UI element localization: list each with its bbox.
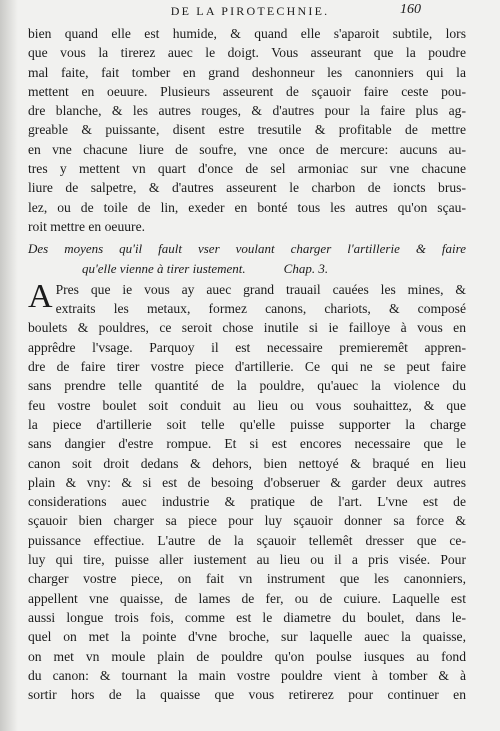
text-line: considerations auec industrie & pratique de l'art. L'vne est de [28,494,466,510]
running-title: DE LA PIROTECHNIE. [170,4,330,18]
chapter-number: Chap. 3. [283,260,329,276]
chapter-heading [28,239,466,278]
text-line: du canon: & tournant la main vostre pouldre vient à tomber & à [28,667,466,683]
text-line: sçauoir bien charger sa piece pour luy sçauoir donner sa force & [28,513,466,529]
text-line: mal faite, fait tomber en grand deshonneur les canonniers qui la [28,64,466,80]
text-line: dre blanche, & les autres rouges, & d'autres pour la faire plus ag- [28,103,466,119]
text-line: luy qui tire, puisse aller iustement au lieu ou il a pris visée. Pour [28,552,466,568]
drop-cap-initial: A [28,277,53,315]
text-line: dre de faire tirer vostre piece d'artillerie. Ce qui ne se peut faire [28,359,466,375]
chapter-heading-line-2 [28,259,466,278]
paragraph-1 [28,24,466,236]
text-line: on met vn moule plain de pouldre qu'on poulse iusques au fond [28,648,466,664]
text-line: aussi longue trois fois, comme est le diametre du boulet, dans le- [28,609,466,625]
page-number: 160 [400,2,421,17]
text-line: feu vostre boulet soit conduit au lieu ou vous souhaittez, & que [28,397,466,413]
text-line: Pres que ie vous ay auec grand trauail cauées les mines, & [55,281,466,297]
text-line: roit mettre en oeuure. [28,218,146,234]
text-line: charger vostre piece, on fait vn instrument que les canonniers, [28,571,466,587]
page-gutter-shadow [0,0,18,731]
text-line: bien quand elle est humide, & quand elle s'aparoit subtile, lors [28,26,466,41]
text-line: sans dangier d'estre rompue. Et si est encores necessaire que le [28,436,466,452]
text-line: liure de salpetre, & d'autres asseurent le charbon de ioncts brus- [28,180,466,196]
text-line: quel on met la pointe d'vne broche, sur laquelle auec la quaisse, [28,629,466,645]
text-line: que vous la tirerez auec le doigt. Vous asseurant que la poudre [28,45,466,61]
text-line: en vne chacune liure de soufre, vne once de mercure: aucuns au- [28,141,466,157]
text-line: sortir hors de la quaisse que vous retirerez pour continuer en [28,687,466,703]
text-line: lez, ou de toile de lin, exeder en bonté tous les autres qu'on sçau- [28,199,466,215]
text-line: plain & vny: & si est de besoing d'obseruer & garder deux autres [28,474,466,490]
text-line: appellent vne quaisse, de lames de fer, ou de cuiure. Laquelle est [28,590,466,606]
text-line: la piece d'artillerie soit telle qu'elle puisse supporter la charge [28,416,466,432]
text-line: mettent en oeuure. Plusieurs asseurent de sçauoir faire ceste pou- [28,83,466,99]
paragraph-2 [28,277,466,705]
chapter-heading-line-1: Des moyens qu'il fault vser voulant charger l'artillerie & faire [28,241,466,257]
body-text [28,24,466,704]
text-line: greable & puissante, disent estre tresutile & profitable de mettre [28,122,466,138]
text-line: extraits les metaux, formez canons, chariots, & composé [55,301,466,317]
text-line: canon soit droit dedans & dehors, bien nettoyé & braqué en lieu [28,455,466,471]
text-line: sans prendre telle quantité de la pouldre, qu'auec la violence du [28,378,466,394]
text-line: boulets & pouldres, ce seroit chose inutile si ie failloye à vous en [28,320,466,336]
chapter-heading-text: qu'elle vienne à tirer iustement. [82,260,246,276]
text-line: tres y mettent vn quart d'once de sel armoniac sur vne chacune [28,161,466,177]
text-line: apprêdre l'vsage. Parquoy il est necessaire premieremêt appren- [28,339,466,355]
text-line: puissance effectiue. L'autre de la sçauoir tellemêt dresser que ce- [28,532,466,548]
